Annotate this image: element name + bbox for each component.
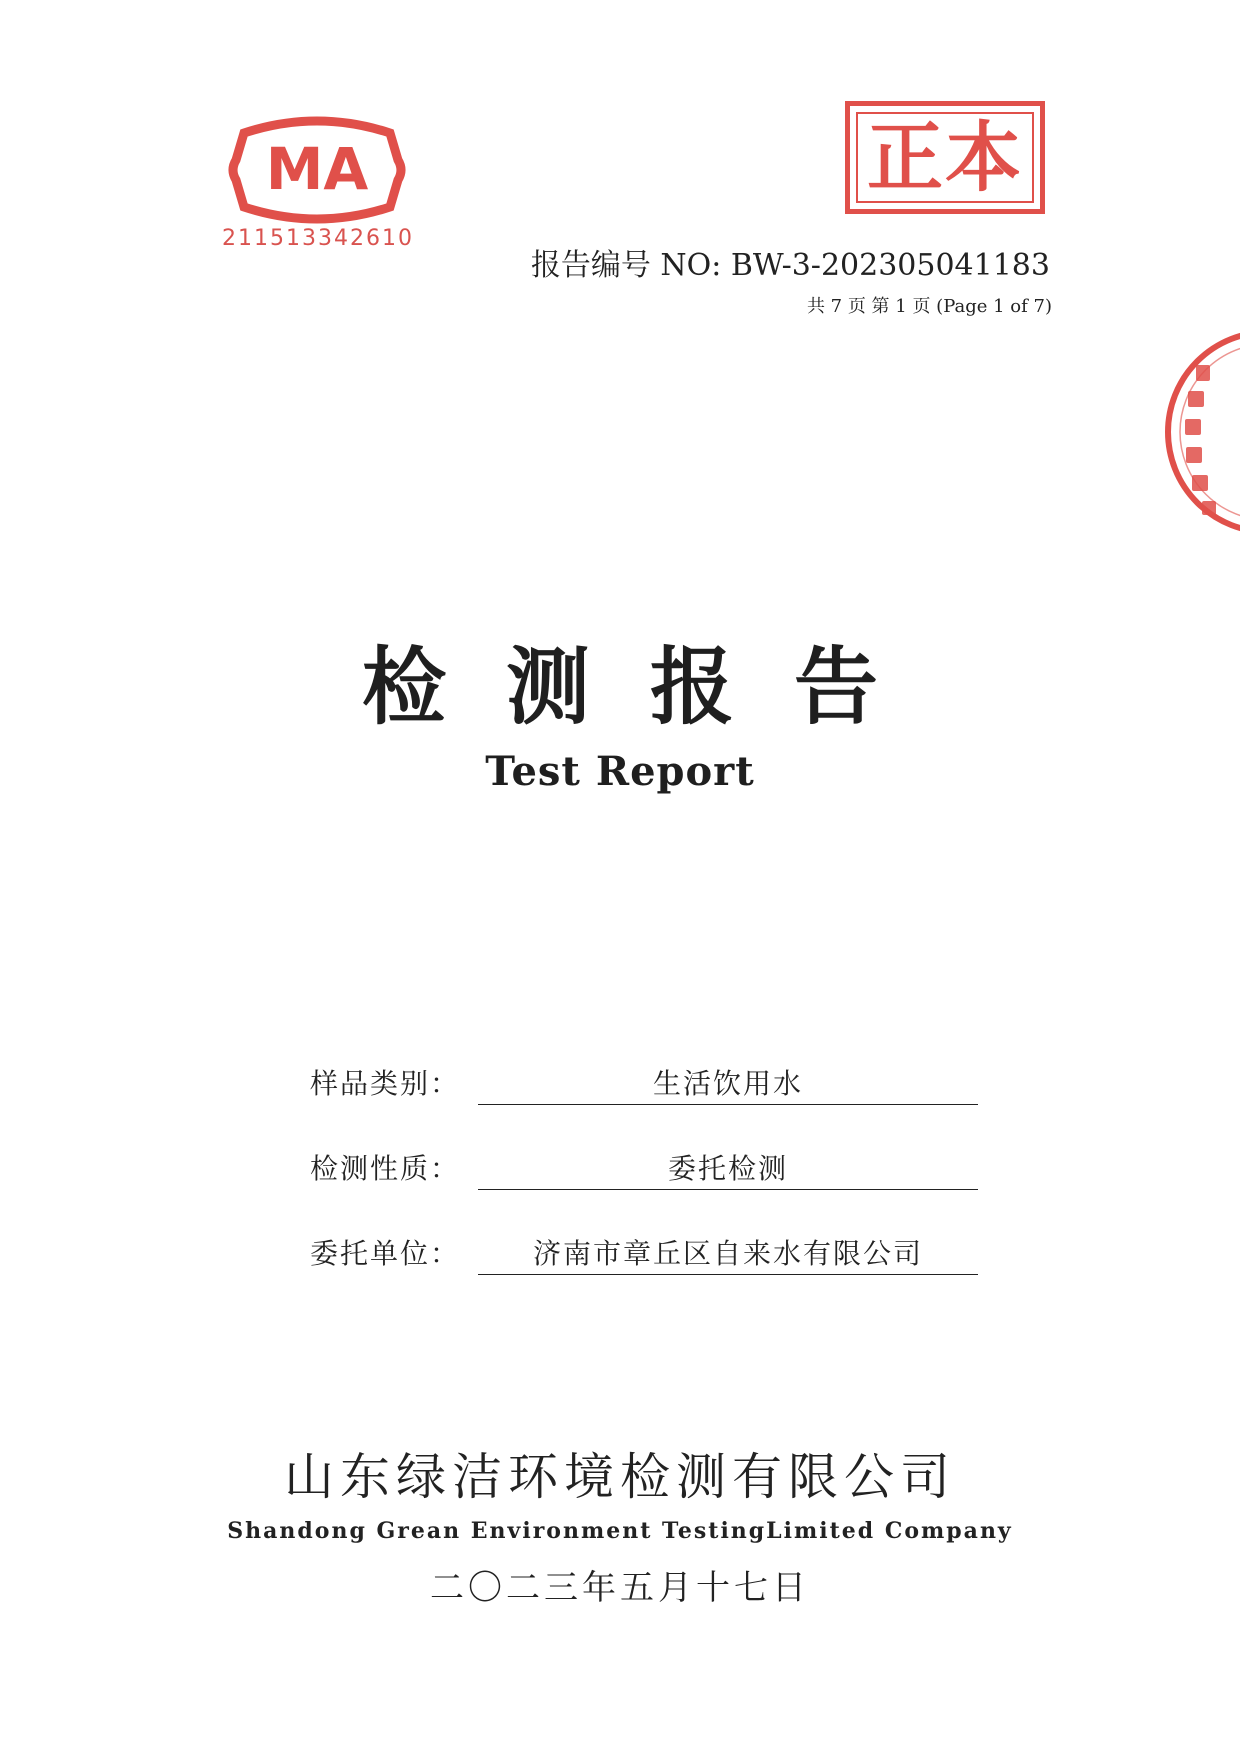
ma-mark: MA: [265, 135, 369, 203]
cma-stamp: [222, 115, 412, 225]
report-subtitle: Test Report: [485, 748, 755, 795]
report-date: 二〇二三年五月十七日: [430, 1568, 810, 1608]
page-info: 共 7 页 第 1 页 (Page 1 of 7): [806, 296, 1052, 317]
original-stamp-text: 正本: [867, 112, 1023, 202]
client-label: 委托单位：: [310, 1237, 461, 1270]
report-number: 报告编号 NO: BW-3-202305041183: [530, 248, 1050, 283]
sample-category-value: 生活饮用水: [478, 1062, 978, 1105]
company-name-english: Shandong Grean Environment TestingLimited Company: [227, 1518, 1013, 1544]
sample-category-label: 样品类别：: [310, 1067, 461, 1100]
company-seal: [1150, 325, 1240, 540]
test-nature-label: 检测性质：: [310, 1152, 461, 1185]
test-nature-value: 委托检测: [478, 1147, 978, 1190]
report-title: 检测报告: [361, 637, 938, 736]
original-copy-stamp: [845, 101, 1045, 214]
ma-number: 211513342610: [222, 226, 414, 251]
company-name: 山东绿洁环境检测有限公司: [284, 1448, 956, 1506]
client-value: 济南市章丘区自来水有限公司: [478, 1232, 978, 1275]
